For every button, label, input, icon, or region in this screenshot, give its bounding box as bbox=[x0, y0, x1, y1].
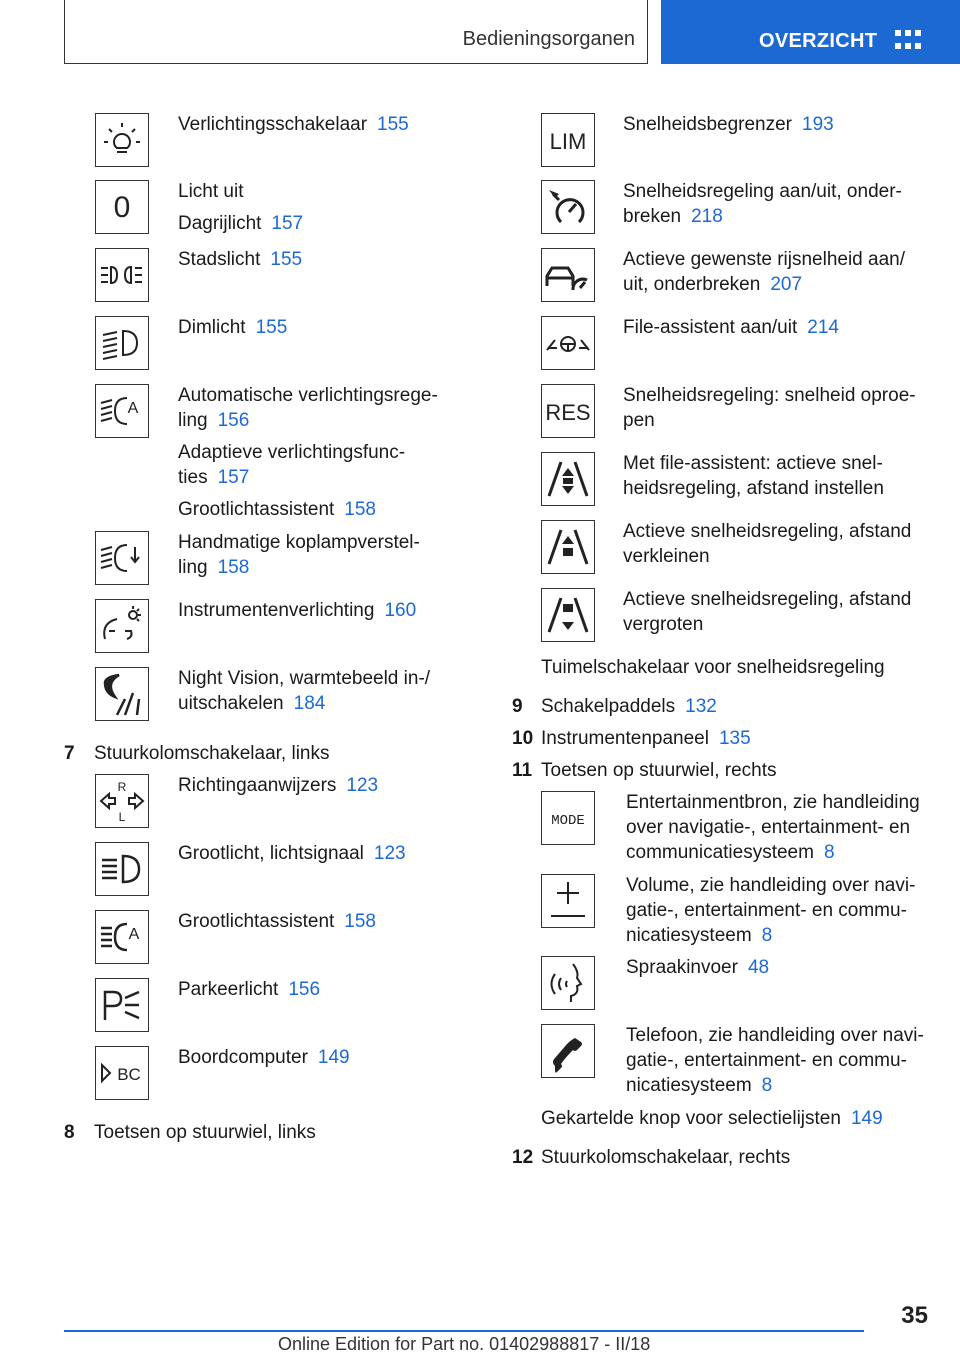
distance-adjust-icon bbox=[541, 452, 595, 506]
item-title-10: Instrumentenpaneel 135 bbox=[541, 728, 751, 749]
page-ref[interactable]: 155 bbox=[270, 249, 303, 270]
page-ref[interactable]: 158 bbox=[344, 499, 376, 520]
parking-light-icon bbox=[95, 248, 149, 302]
entry-high-beam-assistant: Grootlichtassistent 158 bbox=[178, 499, 376, 520]
entry-phone: Telefoon, zie handleiding over navi- gatie-, entertainment- en commu- nicatiesysteem 8 bbox=[626, 1025, 924, 1096]
item-number-10: 10 bbox=[512, 728, 534, 749]
entry-light-switch: Verlichtingsschakelaar 155 bbox=[178, 114, 409, 135]
svg-text:R: R bbox=[117, 780, 127, 794]
item-title-8: Toetsen op stuurwiel, links bbox=[94, 1122, 316, 1143]
entry-night-vision: Night Vision, warmtebeeld in-/ uitschakelen 184 bbox=[178, 668, 431, 714]
board-computer-icon bbox=[95, 1046, 149, 1100]
header-section-box bbox=[64, 0, 648, 64]
entry-board-computer: Boordcomputer 149 bbox=[178, 1047, 350, 1068]
item-title-9: Schakelpaddels 132 bbox=[541, 696, 717, 717]
entry-parking-light-stalk: Parkeerlicht 156 bbox=[178, 979, 321, 1000]
page-ref[interactable]: 184 bbox=[293, 693, 326, 714]
entry-cruise-control: Snelheidsregeling aan/uit, onder- breken 218 bbox=[623, 181, 902, 227]
turn-signal-icon bbox=[95, 774, 149, 828]
headlight-range-icon bbox=[95, 531, 149, 585]
page-ref[interactable]: 155 bbox=[377, 114, 409, 135]
page-ref[interactable]: 149 bbox=[317, 1047, 350, 1068]
header-chapter-title: OVERZICHT bbox=[759, 30, 878, 52]
item-number-8: 8 bbox=[64, 1122, 75, 1143]
page-ref[interactable]: 158 bbox=[344, 911, 376, 932]
page-ref[interactable]: 158 bbox=[217, 557, 250, 578]
phone-icon bbox=[541, 1024, 595, 1078]
entry-daylight: Dagrijlicht 157 bbox=[178, 213, 304, 234]
entry-high-beam-assistant-stalk: Grootlichtassistent 158 bbox=[178, 911, 376, 932]
page-ref[interactable]: 135 bbox=[718, 728, 751, 749]
resume-res-icon bbox=[541, 384, 595, 438]
svg-text:RES: RES bbox=[545, 400, 591, 425]
svg-text:BC: BC bbox=[117, 1065, 141, 1084]
page-ref[interactable]: 123 bbox=[373, 843, 406, 864]
footer-edition: Online Edition for Part no. 01402988817 - II/18 bbox=[278, 1334, 651, 1354]
svg-text:L: L bbox=[118, 810, 126, 824]
voice-input-icon bbox=[541, 956, 595, 1010]
cruise-control-icon bbox=[541, 180, 595, 234]
entry-lane-assistant: File-assistent aan/uit 214 bbox=[623, 317, 839, 338]
parking-light-stalk-icon bbox=[95, 978, 149, 1032]
lane-assistant-icon bbox=[541, 316, 595, 370]
entry-speed-limiter: Snelheidsbegrenzer 193 bbox=[623, 114, 834, 135]
distance-decrease-icon bbox=[541, 520, 595, 574]
svg-text:A: A bbox=[128, 926, 140, 943]
page-ref[interactable]: 156 bbox=[217, 410, 250, 431]
page-ref[interactable]: 157 bbox=[217, 467, 250, 488]
footer-divider bbox=[64, 1330, 864, 1332]
entry-volume: Volume, zie handleiding over navi- gatie-, entertainment- en commu- nicatiesysteem 8 bbox=[626, 875, 916, 946]
item-title-12: Stuurkolomschakelaar, rechts bbox=[541, 1147, 791, 1168]
entry-instrument-lighting: Instrumentenverlichting 160 bbox=[178, 600, 417, 621]
night-vision-icon bbox=[95, 667, 149, 721]
item-title-7: Stuurkolomschakelaar, links bbox=[94, 743, 330, 764]
item-number-11: 11 bbox=[512, 760, 533, 781]
entry-low-beam: Dimlicht 155 bbox=[178, 317, 288, 338]
instrument-lighting-icon bbox=[95, 599, 149, 653]
page-ref[interactable]: 193 bbox=[802, 114, 834, 135]
grid-menu-icon bbox=[895, 30, 921, 52]
header-chapter-tab[interactable] bbox=[661, 0, 960, 64]
header-section-title: Bedieningsorganen bbox=[462, 28, 635, 50]
high-beam-assistant-icon bbox=[95, 910, 149, 964]
svg-text:A: A bbox=[127, 400, 139, 417]
svg-text:MODE: MODE bbox=[551, 813, 585, 829]
entry-lights-off: Licht uit bbox=[178, 181, 244, 202]
volume-plus-minus-icon bbox=[541, 874, 595, 928]
knob-caption: Gekartelde knop voor selectielijsten 149 bbox=[541, 1108, 883, 1129]
entry-auto-light: Automatische verlichtingsrege- ling 156 bbox=[178, 385, 438, 431]
mode-button-icon bbox=[541, 791, 595, 845]
page-ref[interactable]: 157 bbox=[271, 213, 304, 234]
page-ref[interactable]: 160 bbox=[384, 600, 417, 621]
auto-light-icon bbox=[95, 384, 149, 438]
item-number-12: 12 bbox=[512, 1147, 534, 1168]
entry-resume-speed: Snelheidsregeling: snelheid oproe- pen bbox=[623, 385, 916, 431]
svg-text:LIM: LIM bbox=[549, 129, 587, 154]
distance-increase-icon bbox=[541, 588, 595, 642]
page-ref[interactable]: 155 bbox=[255, 317, 288, 338]
entry-active-cruise: Actieve gewenste rijsnelheid aan/ uit, onderbreken 207 bbox=[623, 249, 906, 295]
entry-distance-decrease: Actieve snelheidsregeling, afstand verkleinen bbox=[623, 521, 912, 567]
item-number-7: 7 bbox=[64, 743, 75, 764]
page-ref[interactable]: 207 bbox=[770, 274, 803, 295]
entry-turn-signal: Richtingaanwijzers 123 bbox=[178, 775, 379, 796]
item-number-9: 9 bbox=[512, 696, 523, 717]
entry-distance-increase: Actieve snelheidsregeling, afstand vergroten bbox=[623, 589, 912, 635]
speed-limiter-lim-icon bbox=[541, 113, 595, 167]
entry-parking-light: Stadslicht 155 bbox=[178, 249, 303, 270]
high-beam-icon bbox=[95, 842, 149, 896]
entry-adaptive-light: Adaptieve verlichtingsfunc- ties 157 bbox=[178, 442, 406, 488]
entry-voice-input: Spraakinvoer 48 bbox=[626, 957, 770, 978]
item-title-11: Toetsen op stuurwiel, rechts bbox=[541, 760, 777, 781]
light-switch-sun-icon bbox=[95, 113, 149, 167]
entry-distance-adjust: Met file-assistent: actieve snel- heidsregeling, afstand instellen bbox=[623, 453, 884, 499]
svg-text:0: 0 bbox=[113, 191, 131, 224]
lights-off-zero-icon bbox=[95, 180, 149, 234]
rocker-switch-caption: Tuimelschakelaar voor snelheidsregeling bbox=[541, 657, 885, 678]
page-ref[interactable]: 214 bbox=[807, 317, 839, 338]
entry-entertainment-source: Entertainmentbron, zie handleiding over navigatie-, entertainment- en communicatiesysteem 8 bbox=[626, 792, 920, 863]
entry-high-beam: Grootlicht, lichtsignaal 123 bbox=[178, 843, 406, 864]
page-ref[interactable]: 8 bbox=[761, 925, 773, 946]
page-ref[interactable]: 48 bbox=[747, 957, 770, 978]
page-number: 35 bbox=[901, 1302, 928, 1329]
entry-headlight-range: Handmatige koplampverstel- ling 158 bbox=[178, 532, 420, 578]
page-ref[interactable]: 123 bbox=[346, 775, 379, 796]
page-ref[interactable]: 132 bbox=[685, 696, 717, 717]
page-ref[interactable]: 149 bbox=[850, 1108, 883, 1129]
page-ref[interactable]: 156 bbox=[288, 979, 321, 1000]
active-cruise-icon bbox=[541, 248, 595, 302]
page-ref[interactable]: 8 bbox=[823, 842, 835, 863]
page-ref[interactable]: 8 bbox=[761, 1075, 773, 1096]
low-beam-icon bbox=[95, 316, 149, 370]
page-ref[interactable]: 218 bbox=[691, 206, 723, 227]
